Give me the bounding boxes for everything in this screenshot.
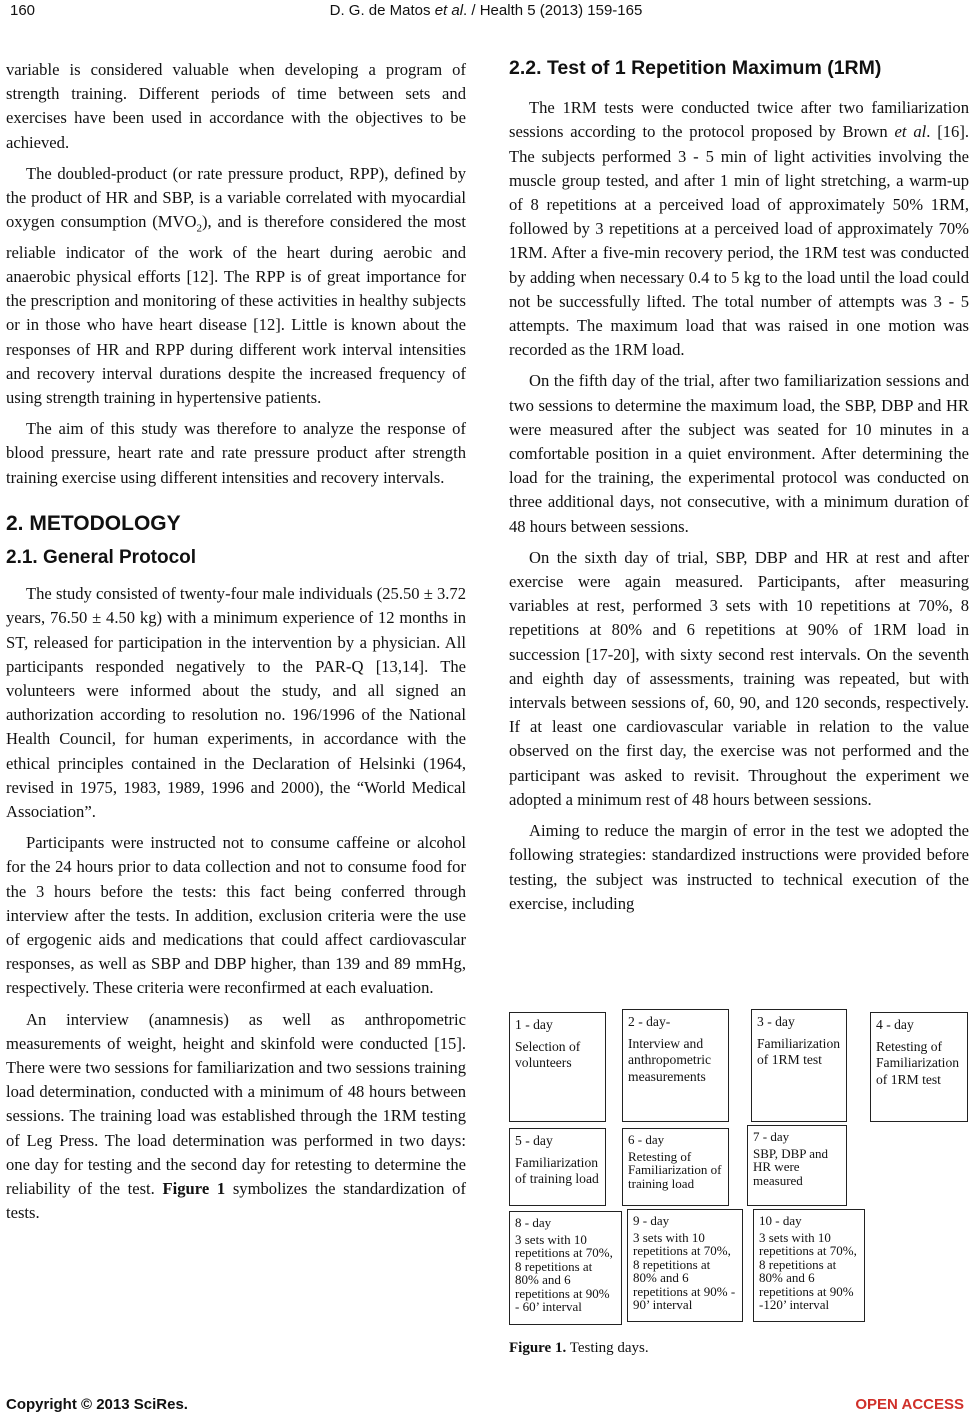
day-box — [627, 1209, 743, 1322]
page-number: 160 — [10, 2, 36, 19]
day-label: 6 - day — [628, 1132, 665, 1147]
text-run: . [16]. The subjects performed 3 - 5 min of light activities involving the muscle group tested, and after 1 min of light stretching, a warm-up of 8 repetitions at a perceived load of approximately 50% 1RM, followed by 3 repetitions at a perceived load of approximately 70% 1RM. After a five-min recovery period, the 1RM test was conducted by adding when necessary 0.4 to 5 kg to the load until the load could not be successfully lifted. The total number of attempts was 3 - 5 attempts. The maximum load that was raised in one motion was recorded as the 1RM load. — [509, 122, 970, 360]
running-head: D. G. de Matos et al. / Health 5 (2013) 159-165 — [329, 2, 643, 19]
day-description: SBP, DBP and HR were measured — [753, 1145, 829, 1188]
text-run-italic: et al — [894, 122, 927, 142]
day-box — [509, 1128, 606, 1206]
right-column — [509, 56, 969, 923]
day-description: 3 sets with 10 repetitions at 70%, 8 repetitions at 80% and 6 repetitions at 90% - 60’ interval — [515, 1231, 613, 1314]
paragraph: variable is considered valuable when developing a program of strength training. Different periods of time between sets and exercises have been used in accordance with the objectives to be achieved. — [6, 60, 466, 152]
day-box — [753, 1209, 865, 1322]
day-box — [622, 1009, 729, 1122]
paragraph: On the sixth day of trial, SBP, DBP and HR at rest and after exercise were again measured. Participants, after measuring variables at rest, performed 3 sets with 10 repetitions at 70%, 8 repetitions at 80% and 6 repetitions at 90% of 1RM load in succession [17-20], with sixty second rest intervals. On the seventh and eighth day of assessments, training was repeated, but with intervals between sessions of, 60, 90, and 120 seconds, respectively. If at least one cardiovascular variable in relation to the value observed on the first day, the exercise was not performed and the participant was asked to revisit. Throughout the experiment we adopted a minimum rest of 48 hours between sessions. — [509, 547, 969, 809]
day-description: Familiarization of training load — [515, 1154, 599, 1186]
text-run: The 1RM tests were conducted twice after two familiarization sessions according to the protocol proposed by Brown — [509, 98, 969, 142]
day-label: 1 - day — [515, 1017, 553, 1032]
subsection-title: 2.1. General Protocol — [6, 546, 197, 568]
day-description: Interview and anthropometric measurements — [628, 1035, 712, 1084]
day-box — [870, 1012, 968, 1122]
day-description: Retesting of Familiarization of 1RM test — [876, 1038, 960, 1087]
day-label: 8 - day — [515, 1215, 552, 1230]
day-label: 4 - day — [876, 1017, 914, 1032]
caption-label: Figure 1. — [509, 1340, 567, 1356]
day-label: 10 - day — [759, 1213, 802, 1228]
left-column — [6, 58, 466, 1232]
day-label: 7 - day — [753, 1129, 790, 1144]
day-box — [509, 1211, 622, 1325]
day-description: Selection of volunteers — [515, 1038, 581, 1070]
section-title: 2. METODOLOGY — [6, 511, 181, 535]
day-label: 2 - day- — [628, 1014, 671, 1029]
day-description: 3 sets with 10 repetitions at 70%, 8 repetitions at 80% and 6 repetitions at 90% -120’ interval — [759, 1229, 857, 1312]
paragraph: On the fifth day of the trial, after two familiarization sessions and two sessions to determine the maximum load, the SBP, DBP and HR were measured after the subject was seated for 10 minutes in a comfortable position in a quiet environment. After determining the load for the training, the experimental protocol was conducted on three additional days, not consecutive, with a minimum duration of 48 hours between sessions. — [509, 371, 969, 536]
day-box — [509, 1012, 606, 1122]
subsection-title: 2.2. Test of 1 Repetition Maximum (1RM) — [509, 57, 882, 79]
day-label: 3 - day — [757, 1014, 795, 1029]
day-description: Retesting of Familiarization of training load — [628, 1148, 722, 1191]
day-label: 5 - day — [515, 1133, 553, 1148]
paragraph — [509, 96, 969, 362]
caption-text: Testing days. — [569, 1340, 649, 1356]
text-run: An interview (anamnesis) as well as anthropometric measurements of weight, height and skinfold were conducted [15]. There were two sessions for familiarization and two sessions training load determination, conducted with a minimum of 48 hours between sessions. The training load was established through the 1RM testing of Leg Press. The load determination was performed in two days: one day for testing and the second day for retesting to determine the reliability of the test. — [6, 1009, 466, 1199]
day-label: 9 - day — [633, 1213, 670, 1228]
day-box — [622, 1128, 729, 1206]
paragraph: The doubled-product (or rate pressure product, RPP), defined by the product of HR and SBP, is a variable correlated with myocardial oxygen consumption $(MVO_2)$, and is therefore considered the most reliable indicator of the work of the heart during aerobic and anaerobic physical efforts [12]. The RPP is of great importance for the prescription and monitoring of these activities in healthy subjects or in those who have heart disease [12]. Little is known about the responses of HR and RPP during different work interval intensities and recovery interval durations despite the increased frequency of using strength training in hypertensive patients. — [6, 163, 466, 407]
day-description: 3 sets with 10 repetitions at 70%, 8 repetitions at 80% and 6 repetitions at 90% - 90’ interval — [633, 1229, 736, 1312]
day-box — [751, 1009, 847, 1122]
open-access-label: OPEN ACCESS — [855, 1396, 964, 1413]
paragraph: The aim of this study was therefore to analyze the response of blood pressure, heart rate and rate pressure product after strength training exercise using different intensities and recovery intervals. — [6, 419, 466, 487]
figure-caption — [509, 1340, 649, 1357]
copyright-notice: Copyright © 2013 SciRes. — [6, 1396, 188, 1413]
paragraph — [6, 1008, 466, 1226]
paragraph: Participants were instructed not to consume caffeine or alcohol for the 24 hours prior to data collection and not to consume food for the 3 hours before the tests: this fact being conferred through interview after the tests. In addition, exclusion criteria were the use of ergogenic aids and medications that could affect cardiovascular responses, as well as SBP and DBP higher, than 139 and 89 mmHg, respectively. These criteria were reconfirmed at each evaluation. — [6, 833, 466, 998]
day-description: Familiarization of 1RM test — [757, 1035, 841, 1067]
paragraph: Aiming to reduce the margin of error in the test we adopted the following strategies: standardized instructions were provided before testing, the subject was instructed to technical execution of the exercise, including — [509, 821, 969, 913]
text-run: symbolizes the standardization of tests. — [6, 1179, 466, 1223]
day-box — [747, 1125, 847, 1206]
figure-reference: Figure 1 — [162, 1179, 226, 1199]
paragraph: The study consisted of twenty-four male individuals (25.50 ± 3.72 years, 76.50 ± 4.50 kg) with a minimum experience of 12 months in ST, released for participation in the intervention by a physician. All participants responded negatively to the PAR-Q [13,14]. The volunteers were informed about the study, and all signed an authorization according to resolution no. 196/1996 of the National Health Council, for human experiments, in accordance with the ethical principles contained in the Declaration of Helsinki (1964, revised in 1975, 1983, 1989, 1996 and 2000), the “World Medical Association”. — [6, 584, 467, 821]
